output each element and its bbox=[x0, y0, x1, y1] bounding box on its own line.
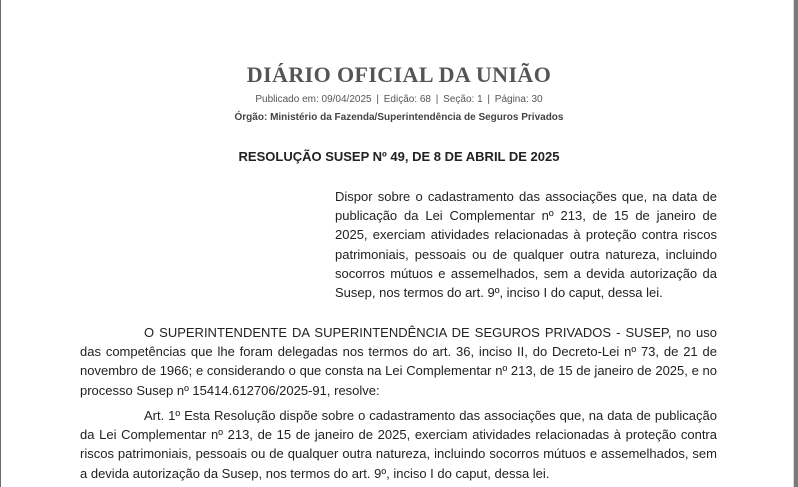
orgao-label: Órgão: bbox=[234, 112, 268, 123]
article-1-paragraph: Art. 1º Esta Resolução dispõe sobre o cadastramento das associações que, na data de publicação da Lei Complementar nº 213, de 15 de janeiro de 2025, exerciam atividades relacionadas à proteção contra riscos patrimoniais, pessoais ou de qualquer outra natureza, incluindo socorros mútuos e assemelhados, sem a devida autorização da Susep, nos termos do art. 9º, inciso I do caput, dessa lei. bbox=[80, 408, 717, 481]
page-number: Página: 30 bbox=[494, 94, 543, 105]
edition-number: Edição: 68 bbox=[383, 94, 431, 105]
section-number: Seção: 1 bbox=[443, 94, 483, 105]
orgao-line bbox=[0, 112, 798, 123]
resolution-title: RESOLUÇÃO SUSEP Nº 49, DE 8 DE ABRIL DE 2025 bbox=[238, 149, 560, 164]
published-date: Publicado em: 09/04/2025 bbox=[255, 94, 372, 105]
ementa-text: Dispor sobre o cadastramento das associações que, na data de publicação da Lei Complementar nº 213, de 15 de janeiro de 2025, exerciam atividades relacionadas à proteção contra riscos patrimoniais, pessoais ou de qualquer outra natureza, incluindo socorros mútuos e assemelhados, sem a devida autorização da Susep, nos termos do art. 9º, inciso I do caput, dessa lei. bbox=[335, 189, 717, 301]
publication-info: Publicado em: 09/04/2025 | Edição: 68 | Seção: 1 | Página: 30 bbox=[255, 94, 543, 105]
orgao-value: Ministério da Fazenda/Superintendência de Seguros Privados bbox=[270, 112, 564, 123]
preamble-paragraph: O SUPERINTENDENTE DA SUPERINTENDÊNCIA DE SEGUROS PRIVADOS - SUSEP, no uso das competências que lhe foram delegadas nos termos do art. 36, inciso II, do Decreto-Lei nº 73, de 21 de novembro de 1966; e considerando o que consta na Lei Complementar nº 213, de 15 de janeiro de 2025, e no processo Susep nº 15414.612706/2025-91, resolve: bbox=[80, 325, 717, 398]
masthead-title: DIÁRIO OFICIAL DA UNIÃO bbox=[246, 62, 552, 87]
